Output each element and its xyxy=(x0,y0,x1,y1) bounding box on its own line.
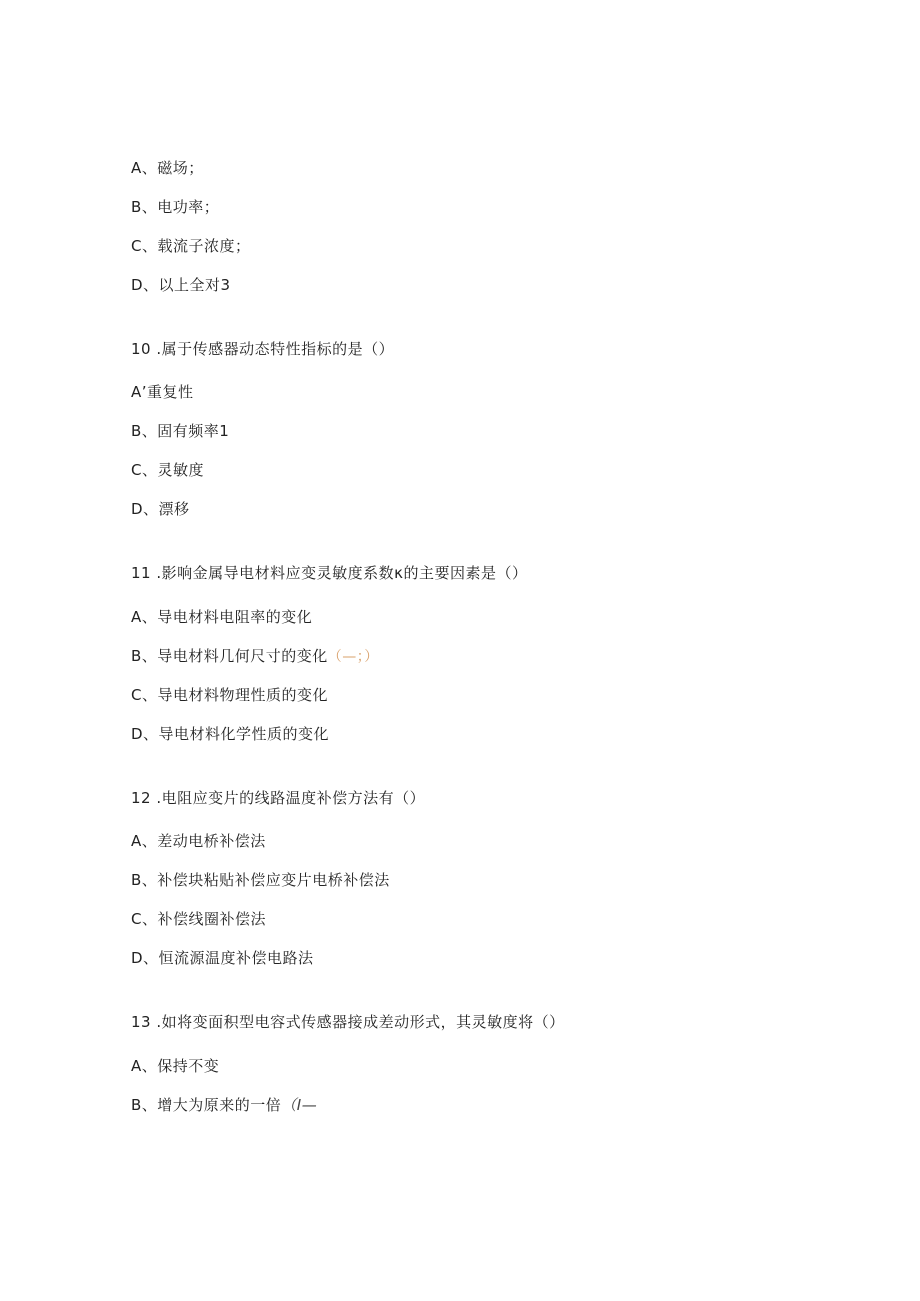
option-11b xyxy=(131,646,379,667)
handwritten-note: （—；） xyxy=(327,649,379,665)
option-9b: B、电功率； xyxy=(131,198,220,216)
option-13a: A、保持不变 xyxy=(131,1057,220,1075)
option-9a: A、磁场； xyxy=(131,159,204,177)
option-11b-text: B、导电材料几何尺寸的变化 xyxy=(131,647,328,665)
ocr-artifact: （I— xyxy=(281,1096,318,1114)
option-12b: B、补偿块粘贴补偿应变片电桥补偿法 xyxy=(131,871,390,889)
question-12: 12 .电阻应变片的线路温度补偿方法有（） xyxy=(131,789,426,807)
option-10a: A’重复性 xyxy=(131,383,194,401)
option-12c: C、补偿线圈补偿法 xyxy=(131,910,266,928)
option-10c: C、灵敏度 xyxy=(131,461,204,479)
option-9c: C、载流子浓度； xyxy=(131,237,251,255)
question-11: 11 .影响金属导电材料应变灵敏度系数κ的主要因素是（） xyxy=(131,564,528,582)
option-10b: B、固有频率1 xyxy=(131,422,230,440)
option-11c: C、导电材料物理性质的变化 xyxy=(131,686,328,704)
question-13: 13 .如将变面积型电容式传感器接成差动形式，其灵敏度将（） xyxy=(131,1013,565,1031)
option-11d: D、导电材料化学性质的变化 xyxy=(131,725,330,743)
question-10: 10 .属于传感器动态特性指标的是（） xyxy=(131,340,395,358)
option-13b-text: B、增大为原来的一倍 xyxy=(131,1096,282,1114)
option-13b xyxy=(131,1095,317,1115)
option-12a: A、差动电桥补偿法 xyxy=(131,832,266,850)
option-12d: D、恒流源温度补偿电路法 xyxy=(131,949,314,967)
option-9d: D、以上全对3 xyxy=(131,276,231,294)
option-10d: D、漂移 xyxy=(131,500,190,518)
option-11a: A、导电材料电阻率的变化 xyxy=(131,608,313,626)
